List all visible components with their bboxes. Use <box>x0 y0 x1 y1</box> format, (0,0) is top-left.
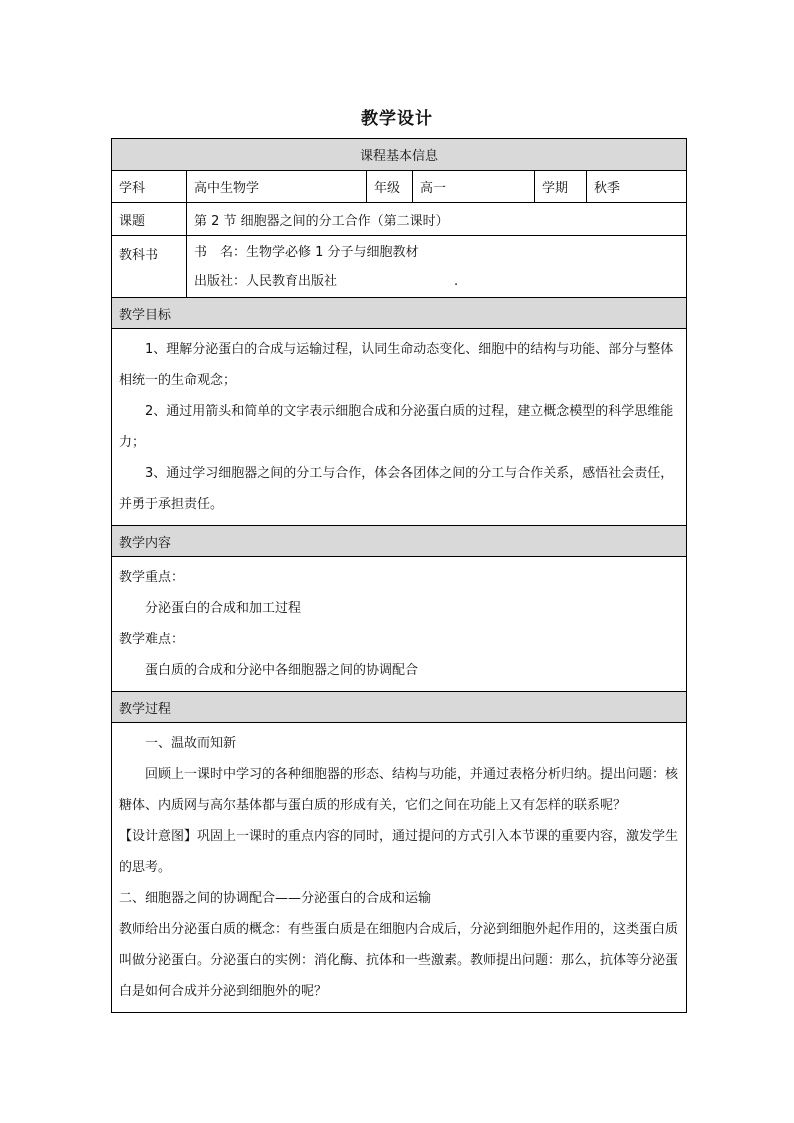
content-body <box>112 557 686 692</box>
lesson-value: 第 2 节 细胞器之间的分工合作（第二课时） <box>194 213 449 229</box>
section-process-label: 教学过程 <box>119 701 172 717</box>
goal-item: 1、理解分泌蛋白的合成与运输过程，认同生命动态变化、细胞中的结构与功能、部分与整体相统一的生命观念； <box>119 342 674 388</box>
info-row <box>112 171 686 203</box>
subject-label: 学科 <box>112 171 187 202</box>
term-value: 秋季 <box>594 181 621 196</box>
section-content-label: 教学内容 <box>119 535 172 551</box>
process-paragraph: 教师给出分泌蛋白质的概念：有些蛋白质是在细胞内合成后，分泌到细胞外起作用的，这类蛋白质叫做分泌蛋白。分泌蛋白的实例：消化酶、抗体和一些激素。教师提出问题：那么，抗体等分泌蛋白是如何合成并分泌到细胞外的呢？ <box>119 922 679 999</box>
key-point-label: 教学重点： <box>119 570 185 585</box>
lesson-label: 课题 <box>112 203 187 235</box>
section-basic-label: 课程基本信息 <box>359 149 438 164</box>
goal-item: 3、通过学习细胞器之间的分工与合作，体会各团体之间的分工与合作关系，感悟社会责任，并勇于承担责任。 <box>119 466 674 512</box>
textbook-info <box>187 236 686 297</box>
section-header-basic <box>112 139 686 171</box>
subject-value: 高中生物学 <box>187 171 367 202</box>
textbook-label: 教科书 <box>112 236 187 297</box>
lesson-plan-table <box>111 138 687 1013</box>
textbook-name: 书 名：生物学必修 1 分子与细胞教材 <box>194 244 419 260</box>
key-point-value: 分泌蛋白的合成和加工过程 <box>145 601 302 616</box>
goals-body <box>112 329 686 526</box>
section-header-content <box>112 526 686 557</box>
grade-label: 年级 <box>367 171 413 202</box>
process-body <box>112 723 686 1012</box>
grade-value: 高一 <box>413 171 535 202</box>
process-paragraph: 一、温故而知新 <box>145 736 237 751</box>
design-intent: 【设计意图】巩固上一课时的重点内容的同时，通过提问的方式引入本节课的重要内容，激发学生的思考。 <box>119 829 679 875</box>
section-header-process <box>112 692 686 723</box>
goal-item: 2、通过用箭头和简单的文字表示细胞合成和分泌蛋白质的过程，建立概念模型的科学思维能力； <box>119 404 674 450</box>
section-goals-label: 教学目标 <box>119 307 172 323</box>
page-title: 教学设计 <box>361 109 433 129</box>
term-label: 学期 <box>535 171 587 202</box>
process-heading: 二、细胞器之间的协调配合——分泌蛋白的合成和运输 <box>119 891 432 906</box>
textbook-row <box>112 236 686 298</box>
difficulty-value: 蛋白质的合成和分泌中各细胞器之间的协调配合 <box>145 663 419 678</box>
textbook-publisher: 出版社：人民教育出版社 . <box>194 273 459 289</box>
difficulty-label: 教学难点： <box>119 632 185 647</box>
lesson-row <box>112 203 686 236</box>
process-paragraph: 回顾上一课时中学习的各种细胞器的形态、结构与功能，并通过表格分析归纳。提出问题：核糖体、内质网与高尔基体都与蛋白质的形成有关，它们之间在功能上又有怎样的联系呢？ <box>119 767 679 813</box>
section-header-goals <box>112 298 686 329</box>
